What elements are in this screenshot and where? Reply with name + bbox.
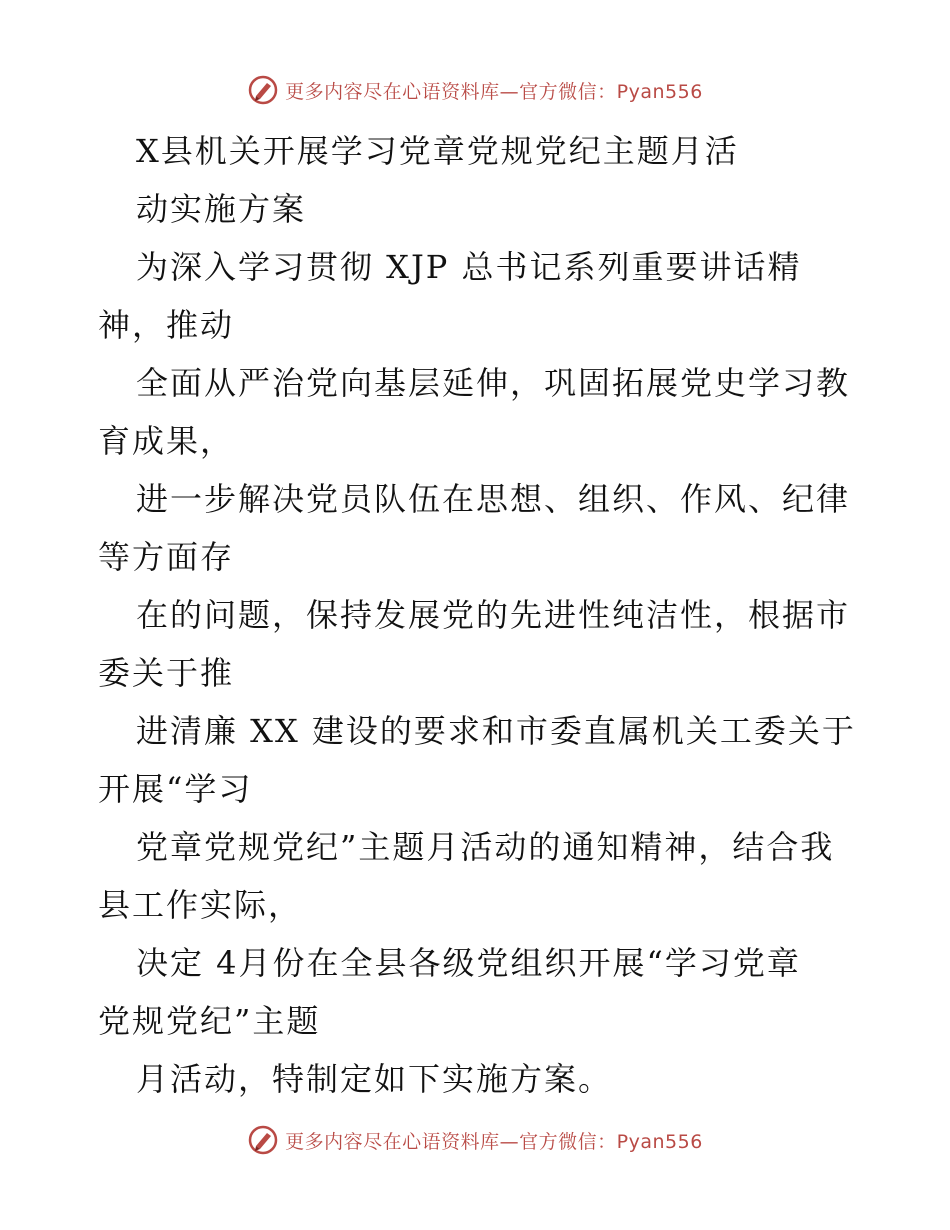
doc-line: 党章党规党纪”主题月活动的通知精神，结合我 xyxy=(136,828,835,866)
doc-line: 月活动，特制定如下实施方案。 xyxy=(136,1060,613,1098)
header-banner-text: 更多内容尽在心语资料库—官方微信：Pyan556 xyxy=(285,80,703,103)
doc-line: 等方面存 xyxy=(98,538,235,576)
doc-line: 县工作实际， xyxy=(98,886,303,924)
header-banner xyxy=(0,70,950,110)
doc-line: 神，推动 xyxy=(98,306,235,344)
doc-line: 进一步解决党员队伍在思想、组织、作风、纪律 xyxy=(136,480,851,518)
document-body xyxy=(98,122,858,1108)
doc-line: 动实施方案 xyxy=(136,190,307,228)
footer-banner-text: 更多内容尽在心语资料库—官方微信：Pyan556 xyxy=(285,1130,703,1153)
doc-line: 全面从严治党向基层延伸，巩固拓展党史学习教 xyxy=(136,364,851,402)
doc-line: 委关于推 xyxy=(98,654,235,692)
doc-line: 开展“学习 xyxy=(98,770,253,808)
doc-line: 进清廉 XX 建设的要求和市委直属机关工委关于 xyxy=(136,712,856,750)
pen-logo-icon xyxy=(247,74,279,106)
doc-line: 为深入学习贯彻 XJP 总书记系列重要讲话精 xyxy=(136,248,802,286)
pen-logo-icon xyxy=(247,1124,279,1156)
doc-line: 党规党纪”主题 xyxy=(98,1002,321,1040)
doc-line: 在的问题，保持发展党的先进性纯洁性，根据市 xyxy=(136,596,851,634)
footer-banner xyxy=(0,1120,950,1160)
doc-line: 育成果， xyxy=(98,422,235,460)
doc-line: 决定 4月份在全县各级党组织开展“学习党章 xyxy=(136,944,801,982)
doc-line: X县机关开展学习党章党规党纪主题月活 xyxy=(136,132,739,170)
